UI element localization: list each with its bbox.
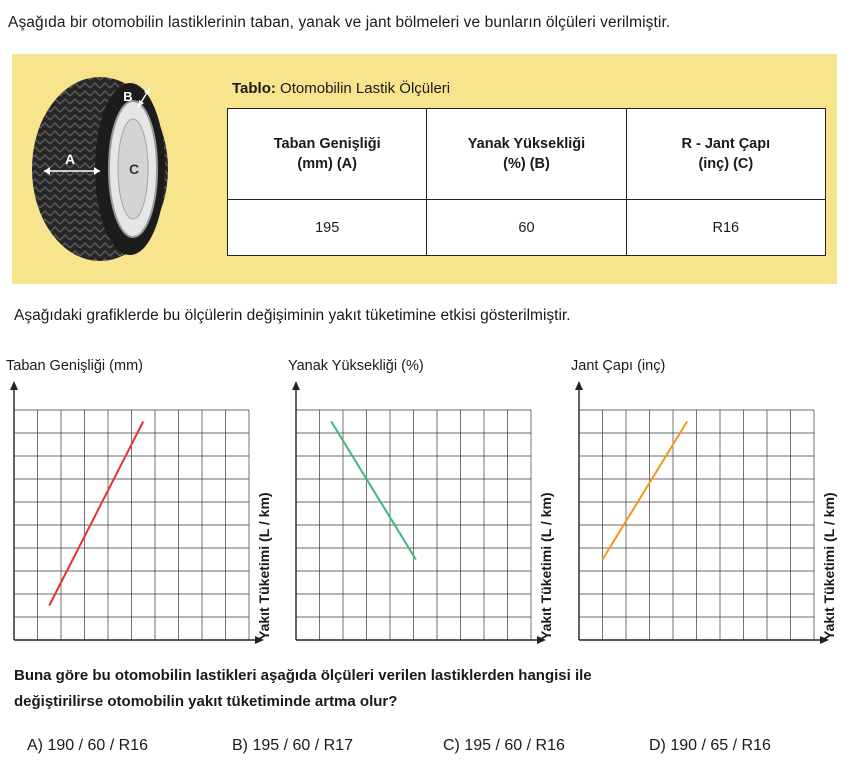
graph1-y-axis-arrow (10, 381, 18, 390)
table-title-bold: Tablo: (232, 80, 276, 97)
header-tread-width: Taban Genişliği (mm) (A) (228, 109, 427, 200)
graph2-chart (282, 380, 562, 650)
graph3-grid (579, 410, 814, 640)
graph2-series-line (331, 422, 416, 560)
graph3-series-line (603, 422, 688, 560)
graph3-title: Jant Çapı (inç) (571, 358, 666, 374)
question-line-1: Buna göre bu otomobilin lastikleri aşağıda ölçüleri verilen lastiklerden hangisi ile (14, 667, 592, 684)
graphs-intro-text: Aşağıdaki grafiklerde bu ölçülerin değişiminin yakıt tüketimine etkisi gösterilmiştir. (14, 307, 571, 324)
question-line-2: değiştirilirse otomobilin yakıt tüketiminde artma olur? (14, 693, 398, 710)
option-c[interactable] (443, 737, 565, 755)
graph1-chart (0, 380, 280, 650)
tire-dimensions-table (227, 108, 826, 256)
tire-illustration (30, 74, 180, 264)
value-sidewall-height: 60 (427, 200, 626, 256)
table-header-row (228, 109, 826, 200)
option-a-letter: A) (27, 737, 43, 754)
table-title (232, 80, 450, 97)
header-sidewall-height: Yanak Yüksekliği (%) (B) (427, 109, 626, 200)
graph1-x-axis-label: Yakıt Tüketimi (L / km) (256, 492, 272, 640)
option-b-letter: B) (232, 737, 248, 754)
graph1-axes (10, 381, 264, 644)
graph3-y-axis-arrow (575, 381, 583, 390)
graph1-series-line (49, 422, 143, 606)
option-d[interactable] (649, 737, 771, 755)
graph3-axes (575, 381, 829, 644)
question-text (14, 663, 814, 715)
header-rim-diameter: R - Jant Çapı (inç) (C) (626, 109, 825, 200)
graph2-title: Yanak Yüksekliği (%) (288, 358, 424, 374)
graph2-axes (292, 381, 546, 644)
graph2-grid (296, 410, 531, 640)
option-d-letter: D) (649, 737, 666, 754)
option-a-text: 190 / 60 / R16 (47, 737, 148, 754)
graph2-y-axis-arrow (292, 381, 300, 390)
tire-label-c: C (128, 161, 140, 177)
option-b[interactable] (232, 737, 353, 755)
graph2-x-axis-label: Yakıt Tüketimi (L / km) (538, 492, 554, 640)
graph3-x-axis-label: Yakıt Tüketimi (L / km) (821, 492, 837, 640)
option-d-text: 190 / 65 / R16 (670, 737, 771, 754)
graph1-title: Taban Genişliği (mm) (6, 358, 143, 374)
value-rim-diameter: R16 (626, 200, 825, 256)
option-b-text: 195 / 60 / R17 (252, 737, 353, 754)
table-title-rest: Otomobilin Lastik Ölçüleri (275, 80, 451, 97)
option-c-text: 195 / 60 / R16 (464, 737, 565, 754)
tire-label-a: A (64, 151, 76, 167)
table-value-row (228, 200, 826, 256)
option-c-letter: C) (443, 737, 460, 754)
graph3-chart (565, 380, 850, 650)
intro-text: Aşağıda bir otomobilin lastiklerinin taban, yanak ve jant bölmeleri ve bunların ölçüleri verilmiştir. (8, 14, 671, 31)
option-a[interactable] (27, 737, 148, 755)
value-tread-width: 195 (228, 200, 427, 256)
tire-label-b: B (123, 89, 133, 104)
